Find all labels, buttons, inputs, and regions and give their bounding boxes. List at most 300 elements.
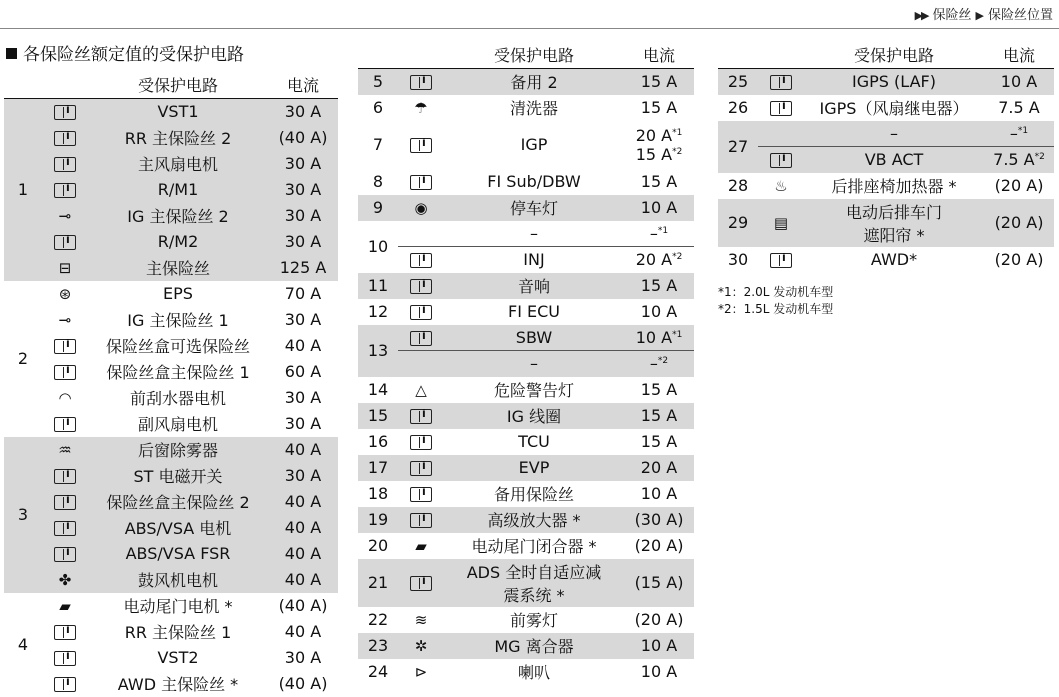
circuit-cell: 后排座椅加热器 * xyxy=(831,177,957,196)
table-row xyxy=(4,385,338,411)
header-circuit: 受保护电路 xyxy=(88,70,268,99)
defrost-icon: ♒ xyxy=(58,441,72,459)
icon-cell xyxy=(42,203,88,229)
icon-cell xyxy=(398,247,444,273)
icon-cell xyxy=(398,195,444,221)
current-cell: 30 A xyxy=(268,203,338,229)
icon-cell xyxy=(42,125,88,151)
table-row xyxy=(4,593,338,619)
circuit-cell: 音响 xyxy=(444,273,624,299)
current-cell: 30 A xyxy=(284,648,322,667)
shade-icon: ▤ xyxy=(773,214,789,233)
icon-cell xyxy=(42,385,88,411)
current-cell: 30 A xyxy=(284,310,322,329)
footnote-2: *2：1.5L 发动机车型 xyxy=(718,302,834,316)
car-icon: ▰ xyxy=(59,597,71,615)
fuse-number: 17 xyxy=(358,455,398,481)
icon-cell xyxy=(398,221,444,247)
current-cell: 10 A xyxy=(640,484,678,504)
stop-icon: ◉ xyxy=(414,199,428,218)
fuse-number: 27 xyxy=(718,121,758,173)
table-row xyxy=(358,325,694,351)
fuse-table-1 xyxy=(4,70,338,697)
circuit-cell: EPS xyxy=(163,284,193,303)
icon-cell xyxy=(398,95,444,121)
book-icon xyxy=(54,131,76,146)
current-cell: 40 A xyxy=(284,336,322,355)
table-row xyxy=(358,169,694,195)
circuit-cell: IG 线圈 xyxy=(444,403,624,429)
circuit-cell: R/M1 xyxy=(88,177,268,203)
circuit-cell: ABS/VSA 电机 xyxy=(88,515,268,541)
icon-cell xyxy=(42,281,88,307)
horn-icon: ⊳ xyxy=(414,663,428,682)
current-cell: (20 A) xyxy=(994,176,1044,195)
wiper-icon: ◠ xyxy=(58,389,72,407)
circuit-cell: 清洗器 xyxy=(509,99,558,118)
current-cell: 40 A xyxy=(268,437,338,463)
table-row xyxy=(4,255,338,281)
circuit-cell: EVP xyxy=(444,455,624,481)
table-row xyxy=(358,455,694,481)
circuit-cell: IGPS (LAF) xyxy=(804,69,984,95)
icon-cell xyxy=(398,659,444,685)
group-number: 1 xyxy=(4,99,42,281)
icon-cell xyxy=(398,429,444,455)
header-circuit: 受保护电路 xyxy=(444,40,624,69)
icon-cell xyxy=(398,559,444,607)
fuse-number: 10 xyxy=(358,221,398,273)
icon-cell xyxy=(758,173,804,199)
icon-cell xyxy=(398,633,444,659)
current-cell: 30 A xyxy=(268,99,338,125)
table-row xyxy=(4,177,338,203)
book-icon xyxy=(770,253,792,268)
current-cell: (20 A) xyxy=(634,536,684,556)
icon-cell xyxy=(398,325,444,351)
key-icon: ⊸ xyxy=(58,207,72,225)
book-icon xyxy=(770,153,792,168)
fuse-number: 28 xyxy=(727,176,749,195)
fuse-number: 12 xyxy=(367,302,389,322)
current-cell: 30 A xyxy=(268,463,338,489)
fuse-number: 18 xyxy=(367,484,389,504)
icon-cell xyxy=(758,69,804,95)
icon-cell xyxy=(398,533,444,559)
current-cell: 40 A xyxy=(284,622,322,641)
icon-cell xyxy=(758,199,804,247)
current-cell: (15 A) xyxy=(624,559,694,607)
icon-cell xyxy=(398,481,444,507)
circuit-cell: VST2 xyxy=(157,648,199,667)
book-icon xyxy=(54,183,76,198)
circuit-cell: 保险丝盒可选保险丝 xyxy=(105,337,250,356)
circuit-cell: IG 主保险丝 2 xyxy=(88,203,268,229)
steering-icon: ⊛ xyxy=(58,285,72,303)
table-row xyxy=(358,507,694,533)
icon-cell xyxy=(398,403,444,429)
header-current: 电流 xyxy=(624,40,694,69)
icon-cell xyxy=(398,299,444,325)
circuit-cell: 电动尾门闭合器 * xyxy=(471,537,597,557)
book-icon xyxy=(410,175,432,190)
table-row xyxy=(4,437,338,463)
header-blank xyxy=(358,40,398,69)
book-icon xyxy=(54,417,76,432)
circuit-cell: IGP xyxy=(520,135,548,155)
circuit-cell: AWD* xyxy=(870,250,918,270)
breadcrumb-section[interactable]: 保险丝 xyxy=(932,8,972,23)
icon-cell xyxy=(398,169,444,195)
table-row xyxy=(4,541,338,567)
icon-cell xyxy=(398,455,444,481)
icon-cell xyxy=(758,147,804,173)
current-cell: –$^{*1}$ xyxy=(624,221,694,247)
fuse-number: 16 xyxy=(367,432,389,452)
table-row xyxy=(358,559,694,607)
table-row xyxy=(358,273,694,299)
current-cell: 15 A xyxy=(640,432,678,452)
footnote-1: *1：2.0L 发动机车型 xyxy=(718,285,834,299)
table-row xyxy=(4,463,338,489)
table-row xyxy=(358,607,694,633)
icon-cell xyxy=(398,377,444,403)
car-icon: ▰ xyxy=(415,537,427,556)
book-icon xyxy=(54,365,76,380)
circuit-cell: INJ xyxy=(523,250,545,270)
table-row xyxy=(358,299,694,325)
circuit-cell: 高级放大器 * xyxy=(444,507,624,533)
header-icon xyxy=(758,40,804,69)
table-row xyxy=(358,351,694,377)
current-cell: 10 A xyxy=(624,633,694,659)
current-cell: 70 A xyxy=(284,284,322,303)
current-cell: 10 A xyxy=(640,302,678,322)
icon-cell xyxy=(42,411,88,437)
fuse-number: 6 xyxy=(372,98,384,117)
book-icon xyxy=(410,461,432,476)
current-cell: 125 A xyxy=(268,255,338,281)
table-row xyxy=(4,567,338,593)
circuit-cell: IGPS（风扇继电器） xyxy=(819,99,969,118)
table-row xyxy=(4,489,338,515)
header-blank xyxy=(4,70,42,99)
circuit-cell: FI ECU xyxy=(508,302,560,322)
book-icon xyxy=(54,235,76,250)
fuse-number: 14 xyxy=(367,380,389,400)
table-row xyxy=(4,203,338,229)
table-row xyxy=(718,147,1054,173)
circuit-cell: 前雾灯 xyxy=(509,611,558,631)
fuse-number: 7 xyxy=(372,135,384,155)
circuit-cell: 主保险丝 xyxy=(88,255,268,281)
current-cell: (40 A) xyxy=(268,125,338,151)
current-cell: 10 $A^{*1}$ xyxy=(624,325,694,351)
circuit-cell: 保险丝盒主保险丝 2 xyxy=(88,489,268,515)
circuit-cell: 电动尾门电机 * xyxy=(123,597,233,616)
fuse-table-2 xyxy=(358,40,694,685)
circuit-cell: 备用 2 xyxy=(444,69,624,95)
book-icon xyxy=(54,495,76,510)
icon-cell xyxy=(42,99,88,125)
table-row xyxy=(358,95,694,121)
circuit-cell: IG 主保险丝 1 xyxy=(127,311,229,330)
header-current: 电流 xyxy=(268,70,338,99)
current-cell: 15 A xyxy=(624,69,694,95)
current-cell: 60 A xyxy=(284,362,322,381)
group-number: 4 xyxy=(4,593,42,697)
circuit-cell: R/M2 xyxy=(88,229,268,255)
icon-cell xyxy=(42,229,88,255)
circuit-cell: FI Sub/DBW xyxy=(487,172,581,192)
circuit-cell: AWD 主保险丝 * xyxy=(117,675,239,694)
current-cell: (40 A) xyxy=(278,674,328,693)
current-cell: –$^{*2}$ xyxy=(624,351,694,377)
footnotes xyxy=(718,284,833,318)
table-row xyxy=(718,199,1054,247)
current-cell: (20 A) xyxy=(634,610,684,630)
circuit-cell: ADS 全时自适应减 震系统 * xyxy=(444,559,624,607)
circuit-cell: MG 离合器 xyxy=(444,633,624,659)
current-cell: 15 A xyxy=(640,172,678,192)
circuit-cell: VST1 xyxy=(88,99,268,125)
book-icon xyxy=(54,547,76,562)
icon-cell xyxy=(42,151,88,177)
current-cell: 7.5 $A^{*2}$ xyxy=(984,147,1054,173)
icon-cell xyxy=(42,645,88,671)
table-row xyxy=(718,247,1054,273)
book-icon xyxy=(54,651,76,666)
circuit-cell: 后窗除雾器 xyxy=(88,437,268,463)
table-row xyxy=(4,333,338,359)
current-cell: 15 A xyxy=(640,380,678,400)
book-icon xyxy=(410,138,432,153)
book-icon xyxy=(770,101,792,116)
current-cell: 30 A xyxy=(284,388,322,407)
current-cell: 40 A xyxy=(268,541,338,567)
circuit-cell: VB ACT xyxy=(804,147,984,173)
circuit-cell: 喇叭 xyxy=(517,663,550,683)
fan-icon: ✤ xyxy=(58,571,72,589)
square-bullet-icon xyxy=(6,48,17,59)
circuit-cell: – xyxy=(444,221,624,247)
circuit-cell: ABS/VSA FSR xyxy=(88,541,268,567)
icon-cell xyxy=(42,359,88,385)
icon-cell xyxy=(398,273,444,299)
table-row xyxy=(718,95,1054,121)
fuse-number: 21 xyxy=(358,559,398,607)
header-divider xyxy=(0,28,1059,29)
table-row xyxy=(4,229,338,255)
icon-cell xyxy=(42,177,88,203)
current-cell: 20 $A^{*2}$ xyxy=(635,250,683,270)
icon-cell xyxy=(758,95,804,121)
icon-cell xyxy=(398,507,444,533)
circuit-cell: – xyxy=(444,351,624,377)
icon-cell xyxy=(42,515,88,541)
icon-cell xyxy=(758,247,804,273)
circuit-cell: 前刮水器电机 xyxy=(129,389,226,408)
book-icon xyxy=(54,625,76,640)
icon-cell xyxy=(398,69,444,95)
current-cell: 10 A xyxy=(624,195,694,221)
fuse-number: 13 xyxy=(358,325,398,377)
table-row xyxy=(358,633,694,659)
table-row xyxy=(4,99,338,125)
current-cell: 40 A xyxy=(268,515,338,541)
circuit-cell: TCU xyxy=(518,432,550,452)
section-title: 各保险丝额定值的受保护电路 xyxy=(6,40,244,65)
fuse-number: 29 xyxy=(718,199,758,247)
table-row xyxy=(718,69,1054,95)
current-cell: 7.5 A xyxy=(998,98,1040,117)
header-icon xyxy=(398,40,444,69)
circuit-cell: 主风扇电机 xyxy=(88,151,268,177)
table-row xyxy=(358,533,694,559)
current-cell: –$^{*1}$ xyxy=(984,121,1054,147)
table-row xyxy=(4,515,338,541)
current-cell: (20 A) xyxy=(984,199,1054,247)
table-row xyxy=(4,307,338,333)
book-icon xyxy=(410,409,432,424)
hazard-icon: △ xyxy=(415,381,427,400)
book-icon xyxy=(54,105,76,120)
circuit-cell: RR 主保险丝 2 xyxy=(88,125,268,151)
fuse-number: 20 xyxy=(367,536,389,556)
current-cell: 20 $A^{*1}$ 15 $A^{*2}$ xyxy=(635,125,683,164)
current-cell: (20 A) xyxy=(994,250,1044,270)
book-icon xyxy=(410,305,432,320)
icon-cell xyxy=(398,121,444,169)
fog-icon: ≋ xyxy=(414,611,428,630)
fuse-number: 30 xyxy=(727,250,749,270)
fuse-number: 26 xyxy=(727,98,749,117)
fuse-number: 5 xyxy=(358,69,398,95)
current-cell: 40 A xyxy=(268,567,338,593)
table-row xyxy=(4,125,338,151)
current-cell: 30 A xyxy=(268,177,338,203)
book-icon xyxy=(54,521,76,536)
table-row xyxy=(4,671,338,697)
table-row xyxy=(358,481,694,507)
book-icon xyxy=(410,279,432,294)
table-row xyxy=(4,281,338,307)
icon-cell xyxy=(42,671,88,697)
icon-cell xyxy=(42,333,88,359)
icon-cell xyxy=(398,351,444,377)
key-icon: ⊸ xyxy=(58,311,72,329)
book-icon xyxy=(54,339,76,354)
header-circuit: 受保护电路 xyxy=(804,40,984,69)
book-icon xyxy=(410,253,432,268)
icon-cell xyxy=(42,489,88,515)
clutch-icon: ✲ xyxy=(414,637,428,656)
icon-cell xyxy=(398,607,444,633)
book-icon xyxy=(410,331,432,346)
seat-icon: ♨ xyxy=(774,177,788,195)
icon-cell xyxy=(758,121,804,147)
circuit-cell: SBW xyxy=(444,325,624,351)
table-row xyxy=(4,359,338,385)
table-row xyxy=(4,151,338,177)
book-icon xyxy=(54,157,76,172)
current-cell: 30 A xyxy=(268,151,338,177)
fuse-number: 24 xyxy=(367,662,389,682)
table-row xyxy=(358,377,694,403)
current-cell: 15 A xyxy=(624,403,694,429)
book-icon xyxy=(770,75,792,90)
circuit-cell: 危险警告灯 xyxy=(493,381,574,401)
icon-cell xyxy=(42,255,88,281)
table-row xyxy=(4,645,338,671)
fuse-number: 9 xyxy=(358,195,398,221)
icon-cell xyxy=(42,619,88,645)
fuse-table-3 xyxy=(718,40,1054,273)
header-current: 电流 xyxy=(984,40,1054,69)
fuse-number: 23 xyxy=(358,633,398,659)
book-icon xyxy=(54,469,76,484)
circuit-cell: 保险丝盒主保险丝 1 xyxy=(106,363,250,382)
table-row xyxy=(358,221,694,247)
current-cell: 40 A xyxy=(268,489,338,515)
current-cell: 30 A xyxy=(268,229,338,255)
icon-cell xyxy=(42,541,88,567)
current-cell: (30 A) xyxy=(624,507,694,533)
table-row xyxy=(718,173,1054,199)
table-row xyxy=(358,659,694,685)
book-icon xyxy=(410,487,432,502)
book-icon xyxy=(410,435,432,450)
fuse-number: 19 xyxy=(358,507,398,533)
icon-cell xyxy=(42,567,88,593)
table-row xyxy=(718,121,1054,147)
group-number: 3 xyxy=(4,437,42,593)
table-row xyxy=(358,429,694,455)
table-row xyxy=(358,247,694,273)
book-icon xyxy=(410,75,432,90)
icon-cell xyxy=(42,593,88,619)
current-cell: 10 A xyxy=(984,69,1054,95)
current-cell: 30 A xyxy=(284,414,322,433)
table-row xyxy=(358,403,694,429)
circuit-cell: RR 主保险丝 1 xyxy=(124,623,232,642)
circuit-cell: 电动后排车门 遮阳帘 * xyxy=(804,199,984,247)
book-icon xyxy=(410,513,432,528)
circuit-cell: 鼓风机电机 xyxy=(88,567,268,593)
fuse-number: 15 xyxy=(358,403,398,429)
table-row xyxy=(358,69,694,95)
current-cell: 15 A xyxy=(640,98,678,117)
icon-cell xyxy=(42,437,88,463)
circuit-cell: ST 电磁开关 xyxy=(88,463,268,489)
book-icon xyxy=(410,576,432,591)
fuse-number: 8 xyxy=(372,172,384,192)
book-icon xyxy=(54,677,76,692)
table-row xyxy=(358,121,694,169)
header-blank xyxy=(718,40,758,69)
breadcrumb-arrow-icon: ▶ xyxy=(975,9,984,22)
table-row xyxy=(4,411,338,437)
circuit-cell: – xyxy=(804,121,984,147)
header-icon xyxy=(42,70,88,99)
icon-cell xyxy=(42,307,88,333)
fuse-number: 11 xyxy=(358,273,398,299)
fuse-number: 25 xyxy=(718,69,758,95)
circuit-cell: 备用保险丝 xyxy=(493,485,574,505)
icon-cell xyxy=(42,463,88,489)
current-cell: 15 A xyxy=(624,273,694,299)
breadcrumb xyxy=(915,4,1053,23)
